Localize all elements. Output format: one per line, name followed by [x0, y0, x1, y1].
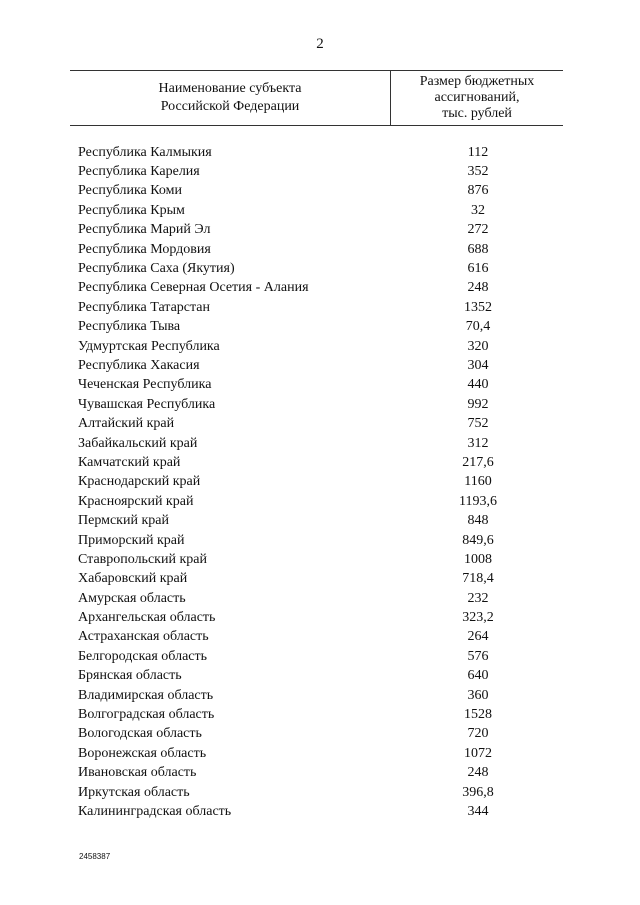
- table-row: [78, 667, 563, 686]
- subject-name: Хабаровский край: [78, 571, 188, 587]
- subject-name: Республика Коми: [78, 183, 182, 199]
- table-row: [78, 434, 563, 453]
- table-row: [78, 686, 563, 705]
- table-row: [78, 240, 563, 259]
- subject-name: Республика Карелия: [78, 164, 200, 180]
- table-row: [78, 647, 563, 666]
- table-row: [78, 376, 563, 395]
- table-row: [78, 221, 563, 240]
- subject-name: Пермский край: [78, 513, 169, 529]
- budget-value: 320: [467, 338, 489, 354]
- budget-value: 312: [467, 435, 489, 451]
- budget-value: 70,4: [465, 319, 491, 335]
- budget-value: 640: [467, 668, 489, 684]
- table-row: [78, 802, 563, 821]
- subject-name: Красноярский край: [78, 493, 194, 509]
- subject-name: Калининградская область: [78, 803, 232, 819]
- subject-name: Белгородская область: [78, 648, 208, 664]
- table-row: [78, 783, 563, 802]
- budget-value: 1528: [464, 707, 492, 723]
- table-row: [78, 318, 563, 337]
- budget-value: 32: [471, 202, 485, 218]
- subject-name: Чеченская Республика: [78, 377, 212, 393]
- table-row: [78, 473, 563, 492]
- subject-name: Воронежская область: [78, 745, 207, 761]
- table-body: [78, 143, 563, 822]
- budget-value: 248: [467, 280, 489, 296]
- table-row: [78, 356, 563, 375]
- budget-value: 1072: [464, 745, 492, 761]
- table-row: [78, 764, 563, 783]
- subject-name: Астраханская область: [78, 629, 209, 645]
- budget-value: 344: [467, 803, 489, 819]
- subject-name: Республика Марий Эл: [78, 222, 211, 238]
- subject-name: Республика Тыва: [78, 319, 181, 335]
- header-budget-line1: Размер бюджетных: [419, 74, 535, 89]
- budget-value: 264: [467, 629, 489, 645]
- table-row: [78, 143, 563, 162]
- budget-value: 1193,6: [459, 493, 497, 509]
- header-budget-line2: ассигнований,: [434, 90, 520, 105]
- subject-name: Владимирская область: [78, 687, 214, 703]
- header-name-line1: Наименование субъекта: [158, 81, 302, 96]
- subject-name: Краснодарский край: [78, 474, 201, 490]
- subject-name: Вологодская область: [78, 726, 202, 742]
- budget-value: 718,4: [462, 571, 494, 587]
- header-budget-line3: тыс. рублей: [442, 106, 512, 121]
- budget-value: 1160: [464, 474, 492, 490]
- subject-name: Удмуртская Республика: [78, 338, 220, 354]
- budget-value: 396,8: [462, 784, 494, 800]
- subject-name: Камчатский край: [78, 454, 181, 470]
- subject-name: Республика Калмыкия: [78, 144, 212, 160]
- table-row: [78, 453, 563, 472]
- budget-value: 752: [467, 416, 489, 432]
- budget-value: 360: [467, 687, 489, 703]
- table-row: [78, 414, 563, 433]
- table-row: [78, 511, 563, 530]
- budget-value: 848: [467, 513, 489, 529]
- budget-value: 992: [467, 396, 489, 412]
- table-row: [78, 492, 563, 511]
- subject-name: Алтайский край: [78, 416, 175, 432]
- subject-name: Республика Татарстан: [78, 299, 211, 315]
- header-budget-size: [390, 71, 563, 125]
- budget-value: 1352: [464, 299, 492, 315]
- budget-value: 849,6: [462, 532, 494, 548]
- subject-name: Республика Саха (Якутия): [78, 261, 235, 277]
- budget-value: 1008: [464, 551, 492, 567]
- table-row: [78, 531, 563, 550]
- subject-name: Забайкальский край: [78, 435, 198, 451]
- subject-name: Приморский край: [78, 532, 185, 548]
- document-code: 2458387: [79, 852, 111, 861]
- subject-name: Республика Северная Осетия - Алания: [78, 280, 309, 296]
- table-row: [78, 298, 563, 317]
- header-subject-name: [70, 71, 390, 125]
- budget-value: 323,2: [462, 610, 494, 626]
- subject-name: Волгоградская область: [78, 707, 215, 723]
- budget-value: 352: [467, 164, 489, 180]
- budget-value: 232: [467, 590, 489, 606]
- subject-name: Республика Мордовия: [78, 241, 211, 257]
- table-row: [78, 628, 563, 647]
- table-header: [70, 70, 563, 126]
- subject-name: Архангельская область: [78, 610, 216, 626]
- subject-name: Ставропольский край: [78, 551, 207, 567]
- budget-value: 576: [467, 648, 489, 664]
- table-row: [78, 162, 563, 181]
- budget-value: 688: [467, 241, 489, 257]
- table-row: [78, 395, 563, 414]
- budget-value: 440: [467, 377, 489, 393]
- table-row: [78, 589, 563, 608]
- budget-value: 720: [467, 726, 489, 742]
- subject-name: Ивановская область: [78, 765, 197, 781]
- budget-value: 304: [467, 357, 489, 373]
- table-row: [78, 259, 563, 278]
- table-row: [78, 550, 563, 569]
- table-row: [78, 337, 563, 356]
- header-name-line2: Российской Федерации: [160, 99, 300, 114]
- subject-name: Республика Хакасия: [78, 357, 200, 373]
- table-row: [78, 608, 563, 627]
- subject-name: Чувашская Республика: [78, 396, 216, 412]
- budget-value: 112: [467, 144, 489, 160]
- table-row: [78, 182, 563, 201]
- subject-name: Брянская область: [78, 668, 182, 684]
- table-row: [78, 201, 563, 220]
- budget-value: 248: [467, 765, 489, 781]
- table-row: [78, 570, 563, 589]
- table-row: [78, 279, 563, 298]
- subject-name: Иркутская область: [78, 784, 190, 800]
- table-row: [78, 744, 563, 763]
- budget-value: 876: [467, 183, 489, 199]
- subject-name: Республика Крым: [78, 202, 185, 218]
- page-number: 2: [316, 36, 324, 52]
- budget-value: 616: [467, 261, 489, 277]
- table-row: [78, 705, 563, 724]
- budget-value: 272: [467, 222, 489, 238]
- budget-value: 217,6: [462, 454, 494, 470]
- table-row: [78, 725, 563, 744]
- subject-name: Амурская область: [78, 590, 186, 606]
